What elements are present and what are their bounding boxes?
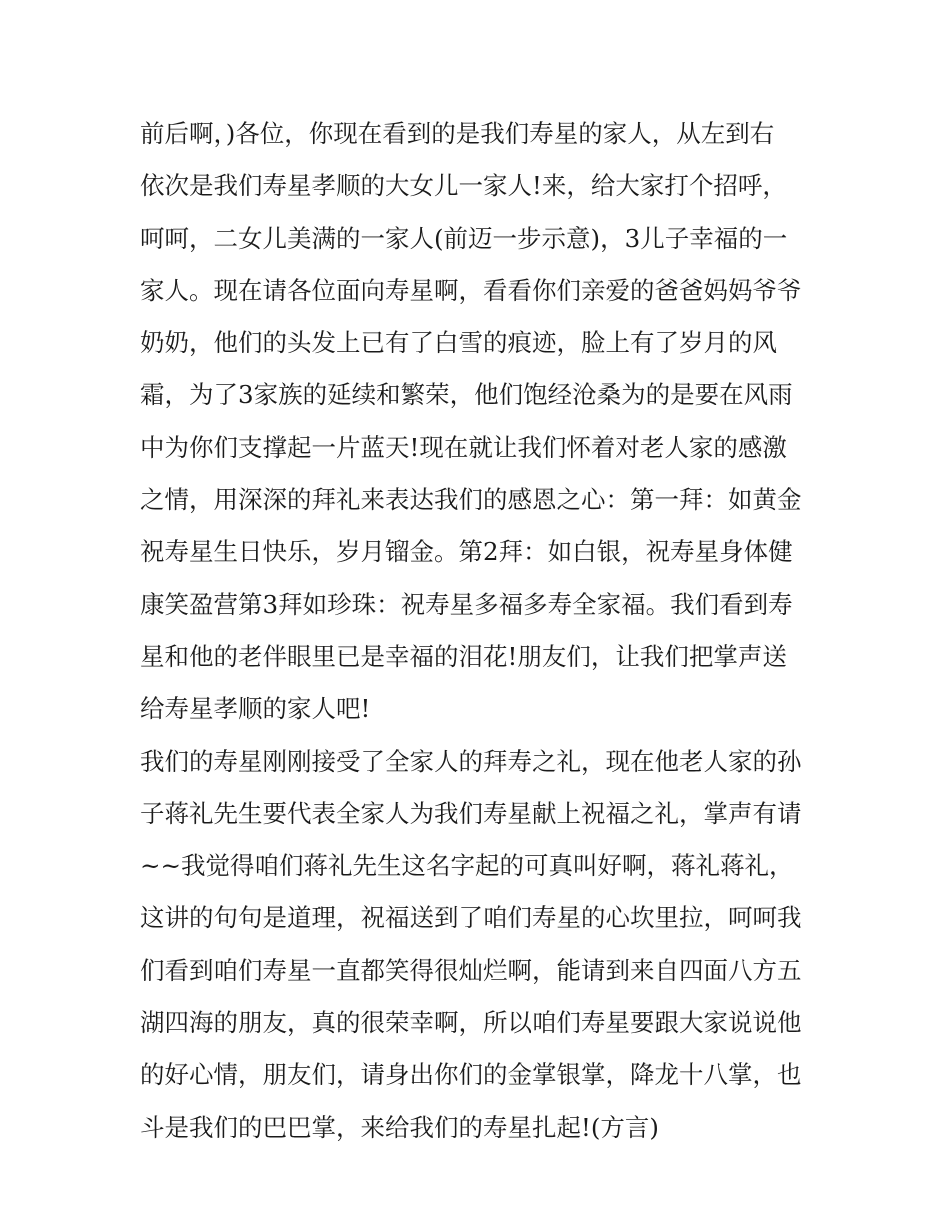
paragraph-1 (140, 108, 830, 736)
text-line: 这讲的句句是道理，祝福送到了咱们寿星的心坎里拉，呵呵我 (140, 903, 802, 933)
text-line: 们看到咱们寿星一直都笑得很灿烂啊，能请到来自四面八方五 (140, 955, 802, 985)
text-line: 中为你们支撑起一片蓝天!现在就让我们怀着对老人家的感激 (140, 432, 787, 462)
paragraph-2 (140, 736, 830, 1154)
text-line: ~~我觉得咱们蒋礼先生这名字起的可真叫好啊，蒋礼蒋礼， (140, 851, 794, 881)
text-line: 祝寿星生日快乐，岁月镏金。第2拜：如白银，祝寿星身体健 (140, 537, 793, 567)
text-line: 子蒋礼先生要代表全家人为我们寿星献上祝福之礼，掌声有请 (140, 798, 802, 828)
text-line: 奶奶，他们的头发上已有了白雪的痕迹，脸上有了岁月的风 (140, 328, 777, 358)
text-line: 霜，为了3家族的延续和繁荣，他们饱经沧桑为的是要在风雨 (140, 380, 793, 410)
document-body (140, 108, 830, 1154)
text-line: 前后啊，)各位，你现在看到的是我们寿星的家人，从左到右 (140, 119, 775, 148)
text-line: 之情，用深深的拜礼来表达我们的感恩之心：第一拜：如黄金 (140, 485, 802, 515)
text-line: 家人。现在请各位面向寿星啊，看看你们亲爱的爸爸妈妈爷爷 (140, 275, 802, 305)
text-line: 我们的寿星刚刚接受了全家人的拜寿之礼，现在他老人家的孙 (140, 746, 802, 776)
text-line: 星和他的老伴眼里已是幸福的泪花!朋友们，让我们把掌声送 (140, 641, 787, 671)
text-line: 依次是我们寿星孝顺的大女儿一家人!来，给大家打个招呼， (140, 171, 787, 201)
text-line: 康笑盈营第3拜如珍珠：祝寿星多福多寿全家福。我们看到寿 (140, 589, 793, 619)
text-line: 湖四海的朋友，真的很荣幸啊，所以咱们寿星要跟大家说说他 (140, 1008, 802, 1038)
text-line: 的好心情，朋友们，请身出你们的金掌银掌，降龙十八掌，也 (140, 1060, 802, 1090)
text-line: 呵呵，二女儿美满的一家人(前迈一步示意)，3儿子幸福的一 (140, 223, 788, 253)
text-line: 给寿星孝顺的家人吧! (140, 694, 371, 724)
text-line: 斗是我们的巴巴掌，来给我们的寿星扎起!(方言) (140, 1112, 659, 1142)
